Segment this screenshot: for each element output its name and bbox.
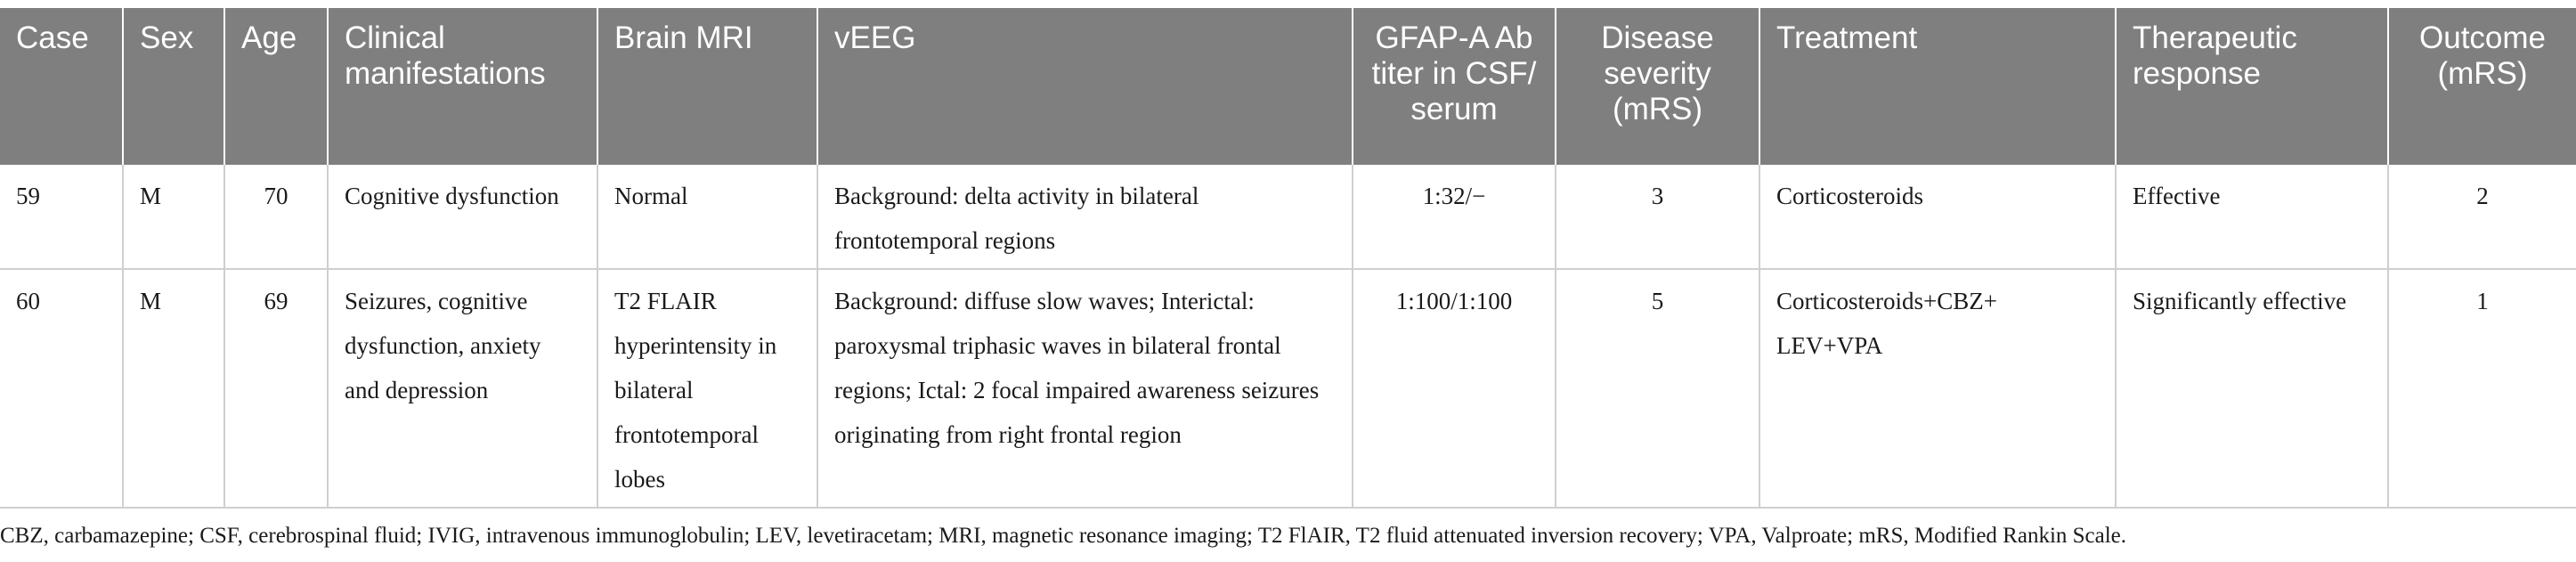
- cell-gfap-titer: 1:100/1:100: [1353, 269, 1556, 508]
- cell-age: 70: [224, 165, 328, 269]
- cell-age: 69: [224, 269, 328, 508]
- table-row: [0, 269, 2576, 508]
- table-header: [0, 8, 2576, 165]
- table-footnote: CBZ, carbamazepine; CSF, cerebrospinal fluid; IVIG, intravenous immunoglobulin; LEV, levetiracetam; MRI, magnetic resonance imaging; T2 FlAIR, T2 fluid attenuated inversion recovery; VPA, Valproate; mRS, Modified Rankin Scale.: [0, 524, 2127, 548]
- cell-veeg: Background: delta activity in bilateral frontotemporal regions: [817, 165, 1353, 269]
- cell-outcome: 2: [2388, 165, 2576, 269]
- cell-clinical-manifestations: Seizures, cognitive dysfunction, anxiety and depression: [328, 269, 597, 508]
- cell-brain-mri: Normal: [597, 165, 817, 269]
- header-case: Case: [0, 8, 123, 165]
- cell-case: 59: [0, 165, 123, 269]
- header-gfap-titer: GFAP-A Ab titer in CSF/ serum: [1353, 8, 1556, 165]
- header-outcome: Outcome (mRS): [2388, 8, 2576, 165]
- cell-sex: M: [123, 165, 224, 269]
- cell-outcome: 1: [2388, 269, 2576, 508]
- cell-clinical-manifestations: Cognitive dysfunction: [328, 165, 597, 269]
- header-age: Age: [224, 8, 328, 165]
- header-veeg: vEEG: [817, 8, 1353, 165]
- header-clinical-manifestations: Clinical manifestations: [328, 8, 597, 165]
- cell-gfap-titer: 1:32/−: [1353, 165, 1556, 269]
- cell-sex: M: [123, 269, 224, 508]
- cell-treatment: Corticosteroids+CBZ+ LEV+VPA: [1759, 269, 2116, 508]
- cell-brain-mri: T2 FLAIR hyperintensity in bilateral frontotemporal lobes: [597, 269, 817, 508]
- cell-therapeutic-response: Significantly effective: [2116, 269, 2388, 508]
- cell-case: 60: [0, 269, 123, 508]
- cell-therapeutic-response: Effective: [2116, 165, 2388, 269]
- table-body: [0, 165, 2576, 508]
- header-brain-mri: Brain MRI: [597, 8, 817, 165]
- header-sex: Sex: [123, 8, 224, 165]
- table-row: [0, 165, 2576, 269]
- clinical-data-table: [0, 8, 2576, 509]
- header-row: [0, 8, 2576, 165]
- clinical-data-table-container: [0, 8, 2576, 509]
- cell-disease-severity: 5: [1556, 269, 1759, 508]
- header-therapeutic-response: Therapeutic response: [2116, 8, 2388, 165]
- header-disease-severity: Disease severity (mRS): [1556, 8, 1759, 165]
- cell-treatment: Corticosteroids: [1759, 165, 2116, 269]
- cell-disease-severity: 3: [1556, 165, 1759, 269]
- cell-veeg: Background: diffuse slow waves; Interictal: paroxysmal triphasic waves in bilateral frontal regions; Ictal: 2 focal impaired awareness seizures originating from right frontal region: [817, 269, 1353, 508]
- header-treatment: Treatment: [1759, 8, 2116, 165]
